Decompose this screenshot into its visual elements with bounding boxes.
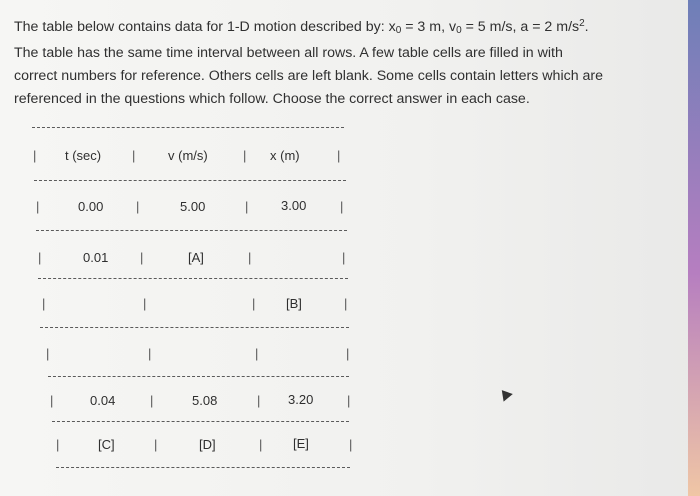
line1-text-d: . (584, 19, 589, 35)
line1-text-b: = 3 m, v (401, 19, 457, 35)
cell-r4-v: 5.08 (192, 393, 218, 408)
statement-line-1 (14, 12, 654, 42)
pipe: | (342, 250, 346, 265)
cell-r1-t: 0.01 (83, 250, 109, 265)
v0-subscript: 0 (456, 25, 462, 36)
pipe: | (255, 346, 259, 361)
statement-line-4: referenced in the questions which follow. Choose the correct answer in each case. (14, 91, 530, 107)
pipe: | (259, 437, 263, 452)
header-t: t (sec) (65, 148, 102, 163)
table-separator-5 (48, 376, 349, 377)
pipe: | (33, 148, 37, 163)
table-separator-3 (38, 278, 348, 279)
table-separator-4 (40, 327, 349, 328)
pipe: | (132, 148, 136, 163)
pipe: | (46, 346, 50, 361)
cell-r5-v: [D] (199, 437, 216, 452)
pipe: | (340, 199, 344, 214)
cell-r0-x: 3.00 (281, 198, 307, 213)
line1-text-a: The table below contains data for 1-D motion described by: x (14, 19, 396, 35)
pipe: | (349, 437, 353, 452)
cell-r0-v: 5.00 (180, 199, 206, 214)
pipe: | (252, 296, 256, 311)
x0-subscript: 0 (395, 25, 402, 36)
right-edge-background (688, 0, 700, 496)
statement-line-3: correct numbers for reference. Others cells are left blank. Some cells contain letters which are (14, 68, 604, 84)
table-separator-2 (36, 230, 347, 231)
cell-r4-x: 3.20 (288, 392, 314, 407)
pipe: | (337, 148, 341, 163)
pipe: | (42, 296, 46, 311)
pipe: | (38, 250, 42, 265)
cell-r5-x: [E] (293, 436, 309, 451)
line1-text-c: = 5 m/s, a = 2 m/s (461, 19, 580, 35)
table-separator-1 (34, 180, 346, 181)
pipe: | (36, 199, 40, 214)
pipe: | (245, 199, 249, 214)
pipe: | (150, 393, 154, 408)
pipe: | (243, 148, 247, 163)
table-separator-6 (52, 421, 349, 422)
header-x: x (m) (270, 148, 300, 163)
pipe: | (154, 437, 158, 452)
header-v: v (m/s) (168, 148, 208, 163)
cell-r1-v: [A] (188, 250, 204, 265)
cell-r2-x: [B] (286, 296, 302, 311)
pipe: | (50, 393, 54, 408)
pipe: | (257, 393, 261, 408)
table-separator-0 (32, 127, 344, 128)
cell-r5-t: [C] (98, 437, 115, 452)
statement-line-2: The table has the same time interval between all rows. A few table cells are filled in with (14, 45, 563, 61)
pipe: | (347, 393, 351, 408)
pipe: | (148, 346, 152, 361)
cell-r0-t: 0.00 (78, 199, 104, 214)
pipe: | (143, 296, 147, 311)
pipe: | (248, 250, 252, 265)
table-separator-7 (56, 467, 350, 468)
pipe: | (56, 437, 60, 452)
problem-statement (14, 12, 654, 111)
pipe: | (140, 250, 144, 265)
cell-r4-t: 0.04 (90, 393, 116, 408)
mouse-cursor-icon (497, 386, 513, 401)
pipe: | (346, 346, 350, 361)
a-superscript: 2 (579, 18, 585, 29)
pipe: | (344, 296, 348, 311)
pipe: | (136, 199, 140, 214)
